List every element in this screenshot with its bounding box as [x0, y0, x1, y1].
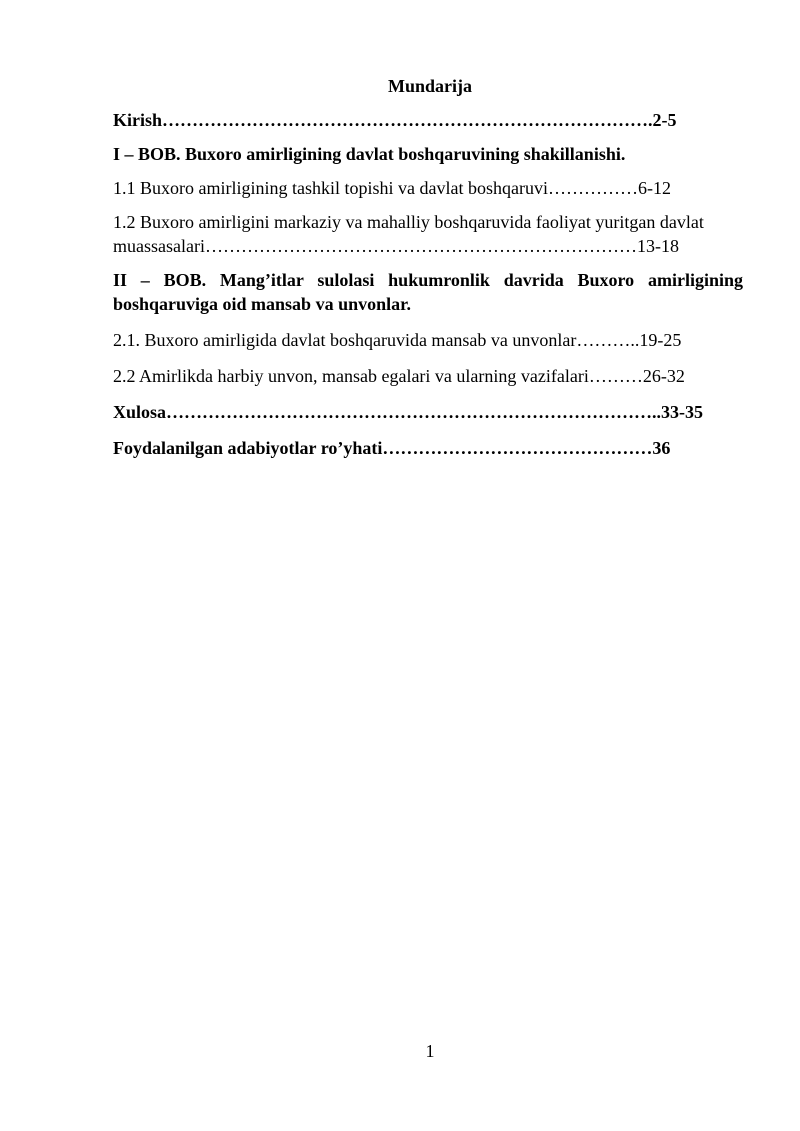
- toc-entry-kirish: Kirish……………………………………………………………………….2-5: [113, 110, 677, 130]
- toc-chapter-1-heading: I – BOB. Buxoro amirligining davlat boshqaruvining shakillanishi.: [113, 144, 626, 164]
- toc-entry-1-2: 1.2 Buxoro amirligini markaziy va mahalliy boshqaruvida faoliyat yuritgan davlat muassasalari………………………………………………………………13-18: [113, 212, 704, 256]
- toc-entry-2-1: 2.1. Buxoro amirligida davlat boshqaruvida mansab va unvonlar………..19-25: [113, 330, 682, 350]
- toc-entry-1-1: 1.1 Buxoro amirligining tashkil topishi va davlat boshqaruvi……………6-12: [113, 178, 671, 198]
- page-number: 1: [425, 1041, 435, 1061]
- table-of-contents: [113, 108, 743, 460]
- toc-entry-xulosa: Xulosa………………………………………………………………………..33-35: [113, 402, 704, 422]
- toc-entry-2-2: 2.2 Amirlikda harbiy unvon, mansab egalari va ularning vazifalari………26-32: [113, 366, 685, 386]
- toc-chapter-2-heading: II – BOB. Mang’itlar sulolasi hukumronlik davrida Buxoro amirligining boshqaruviga oid mansab va unvonlar.: [113, 270, 743, 314]
- toc-title: Mundarija: [387, 76, 472, 96]
- toc-entry-adabiyotlar: Foydalanilgan adabiyotlar ro’yhati………………………………………36: [113, 438, 671, 458]
